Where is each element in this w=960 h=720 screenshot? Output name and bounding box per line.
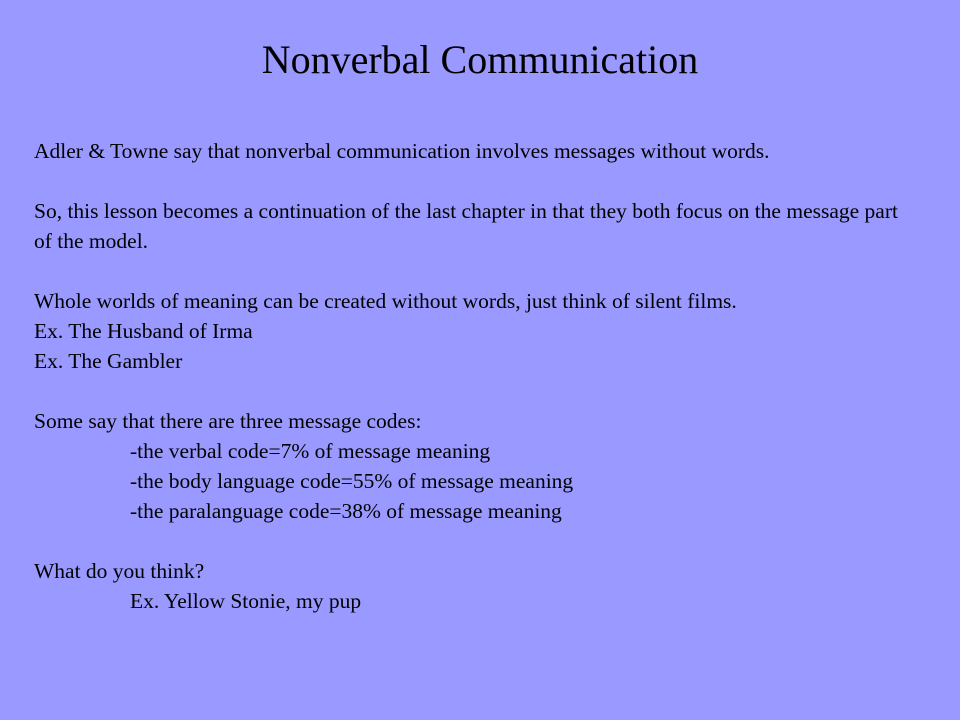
message-codes-intro: Some say that there are three message codes: [34, 409, 422, 433]
paragraph-continuation [34, 196, 914, 256]
code-paralanguage: -the paralanguage code=38% of message meaning [130, 499, 562, 523]
example-husband-of-irma: Ex. The Husband of Irma [34, 319, 253, 343]
code-body-language: -the body language code=55% of message meaning [130, 469, 574, 493]
paragraph-definition [34, 136, 914, 166]
example-yellow-stonie: Ex. Yellow Stonie, my pup [130, 589, 362, 613]
paragraph-silent-films [34, 286, 914, 376]
paragraph-message-codes [34, 406, 914, 526]
question-text: What do you think? [34, 559, 205, 583]
paragraph-question [34, 556, 914, 616]
continuation-text: So, this lesson becomes a continuation of the last chapter in that they both focus on the message part of the model. [34, 199, 898, 253]
code-verbal: -the verbal code=7% of message meaning [130, 439, 491, 463]
slide-body [34, 136, 914, 646]
example-the-gambler: Ex. The Gambler [34, 349, 183, 373]
definition-text: Adler & Towne say that nonverbal communication involves messages without words. [34, 139, 770, 163]
silent-films-text: Whole worlds of meaning can be created without words, just think of silent films. [34, 289, 737, 313]
slide-title: Nonverbal Communication [261, 37, 699, 82]
